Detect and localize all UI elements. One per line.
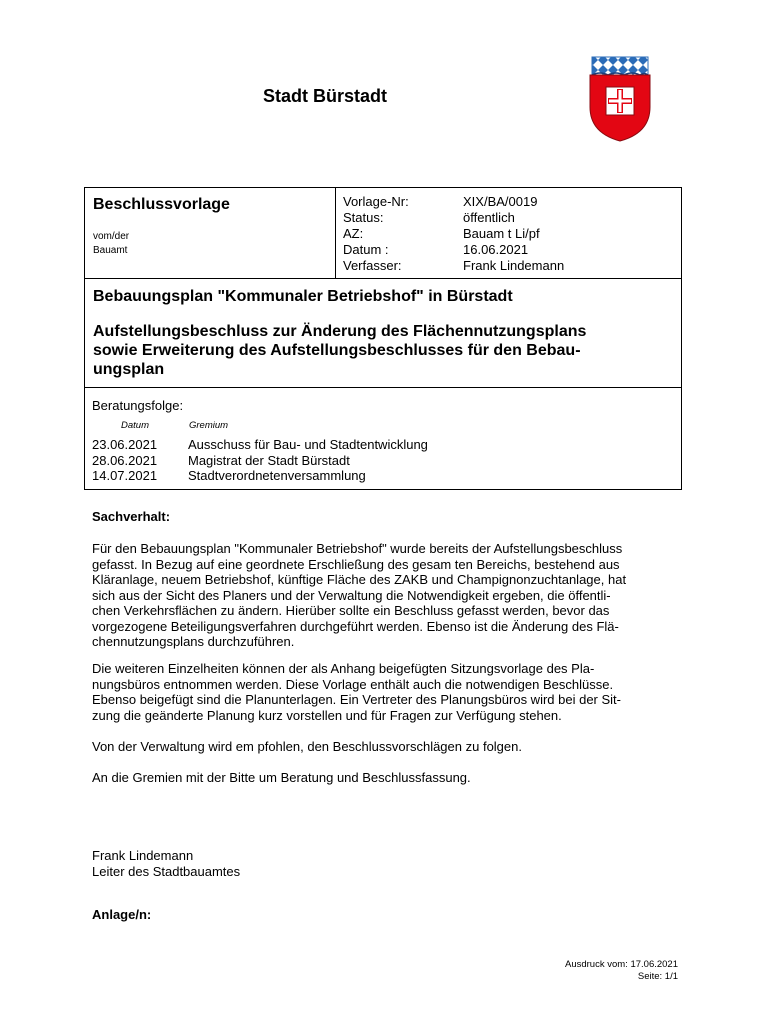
- coat-of-arms-icon: [588, 55, 652, 143]
- meta-label: Vorlage-Nr:: [343, 194, 409, 209]
- subject-title: Bebauungsplan "Kommunaler Betriebshof" in Bürstadt: [93, 288, 513, 305]
- proposal-form-box: [84, 187, 682, 490]
- meta-value: öffentlich: [463, 210, 515, 225]
- department-label: Bauamt: [93, 245, 128, 256]
- text-line: sich aus der Sicht des Planers und der Verwaltung die Notwendigkeit ergeben, die öffentli-: [92, 587, 611, 603]
- signature-role: Leiter des Stadtbauamtes: [92, 863, 241, 879]
- meta-table: [343, 194, 564, 274]
- origin-block: [93, 230, 129, 258]
- meta-value: Frank Lindemann: [463, 258, 565, 273]
- text-line: chen Verkehrsflächen zu ändern. Hierüber sollte ein Beschluss gefasst werden, bevor das: [92, 603, 610, 618]
- subject-line: sowie Erweiterung des Aufstellungsbeschlusses für den Bebau-: [93, 342, 581, 359]
- subject-line: Aufstellungsbeschluss zur Änderung des Flächennutzungsplans: [93, 323, 587, 340]
- subject-description: [93, 322, 673, 379]
- meta-row: [343, 194, 564, 210]
- page-number: Seite: 1/1: [637, 971, 678, 982]
- beratung-date: 23.06.2021: [92, 437, 158, 452]
- signature-name: Frank Lindemann: [92, 848, 194, 863]
- text-line: vorgezogene Beteiligungsverfahren durchgeführt werden. Ebenso ist die Änderung des Flä-: [92, 618, 619, 634]
- beratung-date: 14.07.2021: [92, 468, 158, 483]
- form-title: Beschlussvorlage: [93, 196, 230, 213]
- text-line: Kläranlage, neuem Betriebshof, künftige Fläche des ZAKB und Champignonzuchtanlage, hat: [92, 572, 627, 587]
- beratungsfolge-label: Beratungsfolge:: [92, 398, 184, 413]
- beratungsfolge-row: [92, 437, 428, 453]
- meta-row: [343, 242, 564, 258]
- beratung-committee: Ausschuss für Bau- und Stadtentwicklung: [188, 437, 428, 452]
- meta-row: [343, 226, 564, 242]
- column-header-gremium: Gremium: [189, 420, 229, 431]
- meta-label: AZ:: [343, 226, 364, 241]
- text-line: An die Gremien mit der Bitte um Beratung und Beschlussfassung.: [92, 770, 471, 785]
- meta-label: Verfasser:: [343, 258, 402, 273]
- subject-line: ungsplan: [93, 361, 165, 378]
- signature-block: [92, 848, 240, 879]
- meta-row: [343, 210, 564, 226]
- meta-label: Status:: [343, 210, 384, 225]
- column-header-datum: Datum: [121, 420, 149, 431]
- beratung-date: 28.06.2021: [92, 452, 158, 468]
- beratungsfolge-row: [92, 453, 428, 469]
- text-line: Die weiteren Einzelheiten können der als Anhang beigefügten Sitzungsvorlage des Pla-: [92, 661, 595, 676]
- paragraph-1: [92, 541, 682, 650]
- text-line: nungsbüros entnommen werden. Diese Vorlage enthält auch die notwendigen Beschlüsse.: [92, 676, 614, 692]
- beratung-committee: Magistrat der Stadt Bürstadt: [188, 452, 350, 468]
- vom-der-label: vom/der: [93, 231, 130, 242]
- form-divider-1: [85, 278, 681, 279]
- page-title: Stadt Bürstadt: [263, 86, 388, 106]
- paragraph-4: [92, 770, 682, 786]
- text-line: gefasst. In Bezug auf eine geordnete Erschließung des gesam ten Bereichs, bestehend aus: [92, 556, 620, 572]
- paragraph-3: [92, 739, 682, 755]
- form-divider-2: [85, 387, 681, 388]
- meta-row: [343, 258, 564, 274]
- meta-value: Bauam t Li/pf: [463, 226, 540, 241]
- meta-value: 16.06.2021: [463, 242, 529, 257]
- sachverhalt-heading: Sachverhalt:: [92, 509, 171, 524]
- beratungsfolge-row: [92, 468, 428, 484]
- text-line: zung die geänderte Planung kurz vorstellen und für Fragen zur Verfügung stehen.: [92, 707, 562, 723]
- paragraph-2: [92, 661, 682, 723]
- beratungsfolge-list: [92, 437, 428, 484]
- beratung-committee: Stadtverordnetenversammlung: [188, 468, 366, 483]
- page-footer: [565, 959, 678, 983]
- form-divider-vertical: [335, 188, 336, 278]
- text-line: Für den Bebauungsplan "Kommunaler Betriebshof" wurde bereits der Aufstellungsbeschluss: [92, 541, 623, 556]
- meta-value: XIX/BA/0019: [463, 194, 538, 209]
- meta-label: Datum :: [343, 242, 389, 257]
- text-line: Von der Verwaltung wird em pfohlen, den Beschlussvorschlägen zu folgen.: [92, 739, 522, 754]
- text-line: chennutzungsplans durchzuführen.: [92, 634, 295, 649]
- text-line: Ebenso beigefügt sind die Planunterlagen. Ein Vertreter des Planungsbüros wird bei der Sit-: [92, 692, 621, 707]
- print-date: Ausdruck vom: 17.06.2021: [564, 959, 678, 970]
- attachments-heading: Anlage/n:: [92, 907, 152, 922]
